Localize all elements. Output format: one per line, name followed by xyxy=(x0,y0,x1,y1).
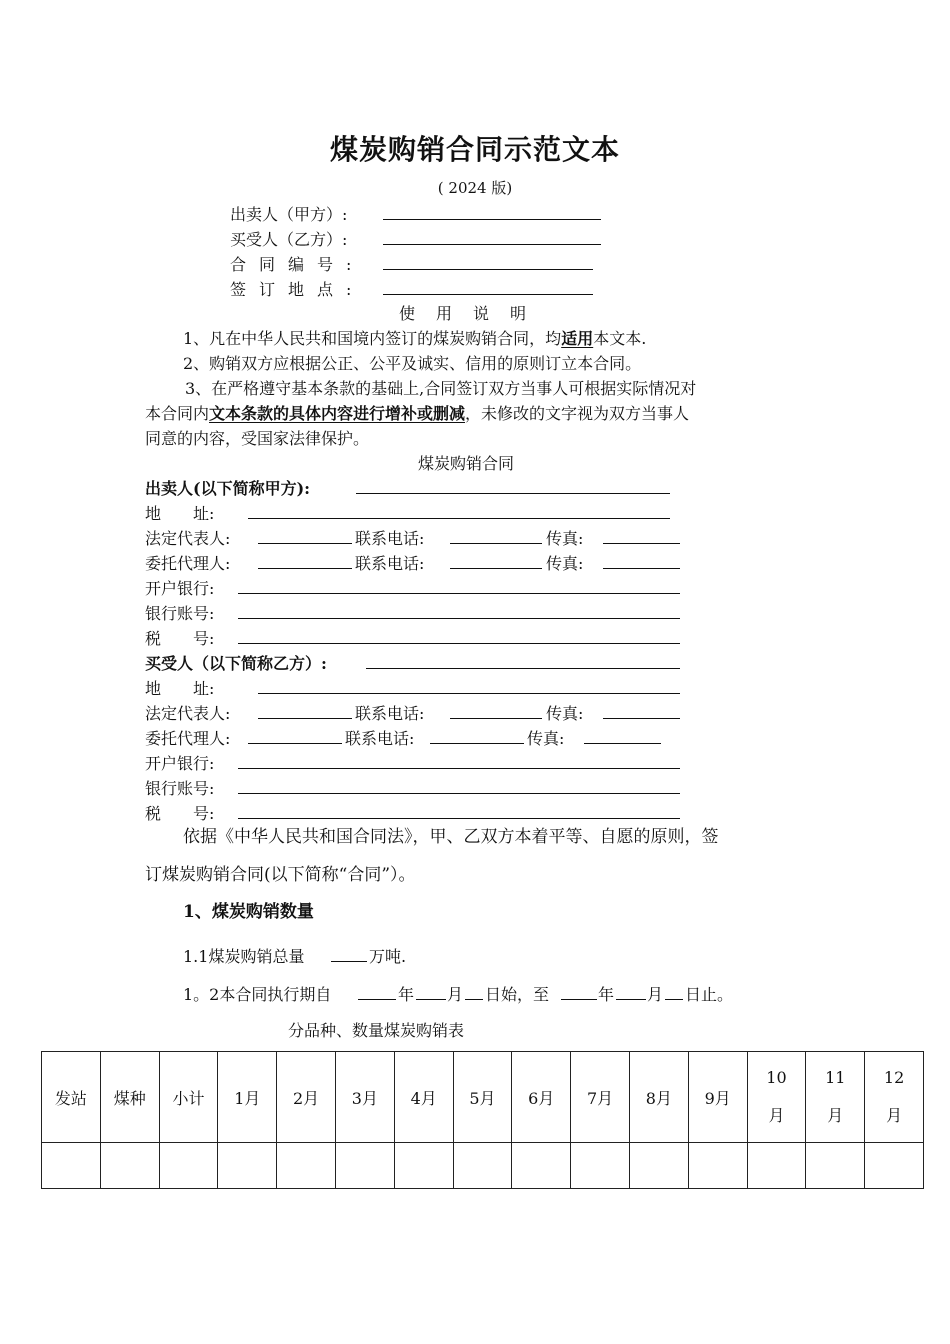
buyer-bank-blank[interactable] xyxy=(238,768,680,769)
header-cell-month-2: 2月 xyxy=(277,1052,336,1143)
total-quantity-blank[interactable] xyxy=(331,961,367,962)
table-caption: 分品种、数量煤炭购销表 xyxy=(288,1021,465,1040)
end-year-blank[interactable] xyxy=(561,999,597,1000)
buyer-tax-blank[interactable] xyxy=(238,818,680,819)
end-month-blank[interactable] xyxy=(616,999,646,1000)
seller-bank-label: 开户银行: xyxy=(145,579,215,598)
buyer-legal-rep-blank[interactable] xyxy=(258,718,352,719)
buyer-agent-blank[interactable] xyxy=(248,743,342,744)
header-cell-month-7: 7月 xyxy=(571,1052,630,1143)
buyer-bank-label: 开户银行: xyxy=(145,754,215,773)
seller-name-blank[interactable] xyxy=(356,493,670,494)
seller-legal-rep-blank[interactable] xyxy=(258,543,352,544)
start-day-blank[interactable] xyxy=(465,999,483,1000)
seller-bank-blank[interactable] xyxy=(238,593,680,594)
seller-agent-fax-blank[interactable] xyxy=(603,568,680,569)
header-cell-coal-type: 煤种 xyxy=(100,1052,159,1143)
table-cell[interactable] xyxy=(453,1143,512,1189)
basis-line-2: 订煤炭购销合同(以下简称“合同”）。 xyxy=(145,865,416,885)
section-1-heading: 1、煤炭购销数量 xyxy=(183,902,314,922)
table-cell[interactable] xyxy=(512,1143,571,1189)
header-cell-month-12: 12 月 xyxy=(865,1052,924,1143)
buyer-agent-phone-label: 联系电话: xyxy=(345,729,415,748)
table-cell[interactable] xyxy=(688,1143,747,1189)
seller-fax-blank[interactable] xyxy=(603,543,680,544)
table-cell[interactable] xyxy=(277,1143,336,1189)
seller-phone-label: 联系电话: xyxy=(355,529,425,548)
cover-contract-no-label: 合同编号: xyxy=(230,255,365,274)
table-cell[interactable] xyxy=(218,1143,277,1189)
buyer-fax-label: 传真: xyxy=(546,704,584,723)
table-cell[interactable] xyxy=(747,1143,806,1189)
contract-heading: 煤炭购销合同 xyxy=(418,454,515,473)
table-cell[interactable] xyxy=(100,1143,159,1189)
buyer-agent-label: 委托代理人: xyxy=(145,729,231,748)
buyer-address-label: 地 址: xyxy=(145,679,215,698)
start-year-label: 年 xyxy=(398,985,415,1004)
seller-agent-blank[interactable] xyxy=(258,568,352,569)
buyer-phone-blank[interactable] xyxy=(450,718,542,719)
start-day-label: 日始，至 xyxy=(485,985,550,1004)
header-cell-subtotal: 小计 xyxy=(159,1052,218,1143)
usage-heading: 使用说明 xyxy=(399,304,548,323)
document-title: 煤炭购销合同示范文本 xyxy=(329,133,620,166)
seller-phone-blank[interactable] xyxy=(450,543,542,544)
cover-contract-no-blank[interactable] xyxy=(383,269,593,270)
seller-account-label: 银行账号: xyxy=(145,604,215,623)
header-cell-month-8: 8月 xyxy=(629,1052,688,1143)
buyer-account-label: 银行账号: xyxy=(145,779,215,798)
cover-seller-label: 出卖人（甲方）: xyxy=(230,205,348,224)
table-cell[interactable] xyxy=(42,1143,101,1189)
header-cell-month-4: 4月 xyxy=(394,1052,453,1143)
buyer-address-blank[interactable] xyxy=(258,693,680,694)
header-cell-month-6: 6月 xyxy=(512,1052,571,1143)
cover-buyer-blank[interactable] xyxy=(383,244,601,245)
section-1-1-pre: 1.1煤炭购销总量 xyxy=(183,947,305,966)
end-month-label: 月 xyxy=(647,985,664,1004)
buyer-agent-fax-label: 传真: xyxy=(527,729,565,748)
buyer-account-blank[interactable] xyxy=(238,793,680,794)
header-cell-month-9: 9月 xyxy=(688,1052,747,1143)
table-cell[interactable] xyxy=(335,1143,394,1189)
basis-line-1: 依据《中华人民共和国合同法》，甲、乙双方本着平等、自愿的原则，签 xyxy=(183,827,719,847)
seller-legal-rep-label: 法定代表人: xyxy=(145,529,231,548)
edition-label: ( 2024 版) xyxy=(437,179,513,197)
end-day-label: 日止。 xyxy=(685,985,734,1004)
header-cell-month-3: 3月 xyxy=(335,1052,394,1143)
seller-agent-fax-label: 传真: xyxy=(546,554,584,573)
table-cell[interactable] xyxy=(865,1143,924,1189)
end-day-blank[interactable] xyxy=(665,999,683,1000)
table-cell[interactable] xyxy=(629,1143,688,1189)
cover-buyer-label: 买受人（乙方）: xyxy=(230,230,348,249)
seller-account-blank[interactable] xyxy=(238,618,680,619)
seller-tax-label: 税 号: xyxy=(145,629,215,648)
buyer-heading: 买受人（以下简称乙方）: xyxy=(145,654,327,673)
buyer-agent-phone-blank[interactable] xyxy=(430,743,524,744)
usage-item-3-line2: 本合同内文本条款的具体内容进行增补或删减，未修改的文字视为双方当事人 xyxy=(145,404,690,423)
table-cell[interactable] xyxy=(394,1143,453,1189)
seller-address-label: 地 址: xyxy=(145,504,215,523)
header-cell-month-11: 11 月 xyxy=(806,1052,865,1143)
section-1-1-post: 万吨. xyxy=(369,947,407,966)
end-year-label: 年 xyxy=(598,985,615,1004)
table-cell[interactable] xyxy=(806,1143,865,1189)
section-1-2-pre: 1。2本合同执行期自 xyxy=(183,985,332,1004)
table-cell[interactable] xyxy=(159,1143,218,1189)
seller-agent-phone-label: 联系电话: xyxy=(355,554,425,573)
start-month-blank[interactable] xyxy=(416,999,446,1000)
seller-address-blank[interactable] xyxy=(248,518,670,519)
cover-place-label: 签订地点: xyxy=(230,280,365,299)
start-month-label: 月 xyxy=(447,985,464,1004)
header-cell-month-10: 10 月 xyxy=(747,1052,806,1143)
seller-heading: 出卖人(以下简称甲方): xyxy=(145,479,311,498)
usage-item-3-line3: 同意的内容，受国家法律保护。 xyxy=(145,429,370,448)
seller-agent-phone-blank[interactable] xyxy=(450,568,542,569)
cover-seller-blank[interactable] xyxy=(383,219,601,220)
buyer-phone-label: 联系电话: xyxy=(355,704,425,723)
buyer-legal-rep-label: 法定代表人: xyxy=(145,704,231,723)
buyer-agent-fax-blank[interactable] xyxy=(584,743,661,744)
buyer-tax-label: 税 号: xyxy=(145,804,215,823)
usage-item-2: 2、购销双方应根据公正、公平及诚实、信用的原则订立本合同。 xyxy=(183,354,642,373)
start-year-blank[interactable] xyxy=(358,999,396,1000)
seller-fax-label: 传真: xyxy=(546,529,584,548)
coal-purchase-table xyxy=(41,1051,924,1189)
table-header-row xyxy=(42,1052,924,1143)
buyer-name-blank[interactable] xyxy=(366,668,680,669)
buyer-fax-blank[interactable] xyxy=(603,718,680,719)
usage-item-1: 1、凡在中华人民共和国境内签订的煤炭购销合同，均适用本文本. xyxy=(183,329,647,348)
seller-tax-blank[interactable] xyxy=(238,643,680,644)
cover-place-blank[interactable] xyxy=(383,294,593,295)
header-cell-station: 发站 xyxy=(42,1052,101,1143)
table-cell[interactable] xyxy=(571,1143,630,1189)
header-cell-month-1: 1月 xyxy=(218,1052,277,1143)
table-row xyxy=(42,1143,924,1189)
header-cell-month-5: 5月 xyxy=(453,1052,512,1143)
seller-agent-label: 委托代理人: xyxy=(145,554,231,573)
usage-item-3-line1: 3、在严格遵守基本条款的基础上,合同签订双方当事人可根据实际情况对 xyxy=(185,379,697,398)
